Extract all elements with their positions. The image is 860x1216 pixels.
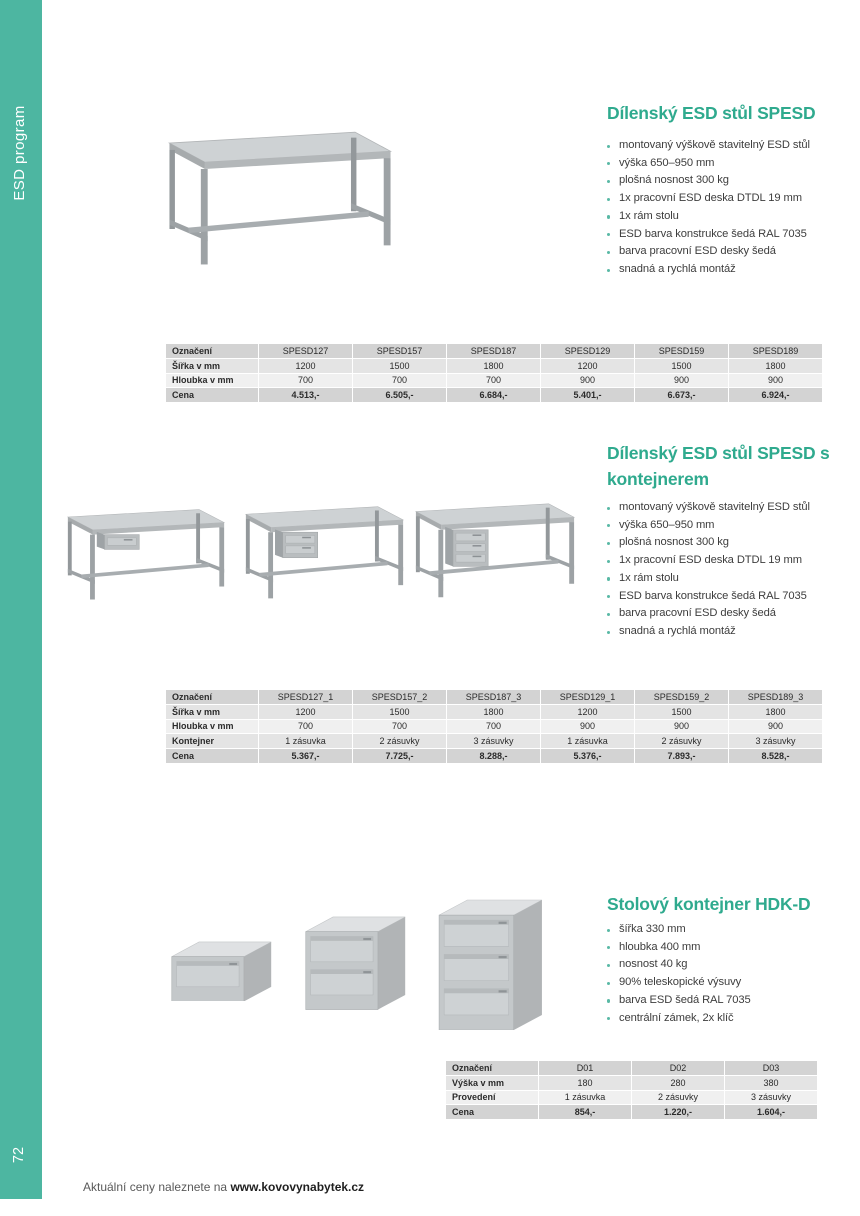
product-image-workbench — [164, 124, 396, 274]
section3-table — [445, 1060, 818, 1120]
footer — [83, 1180, 364, 1194]
bullet-item: ESD barva konstrukce šedá RAL 7035 — [605, 226, 835, 244]
table-cell: SPESD159_2 — [635, 690, 729, 705]
table-cell: SPESD159 — [635, 344, 729, 359]
bullet-item: 1x rám stolu — [605, 570, 835, 588]
table-cell: 7.893,- — [635, 749, 729, 764]
table-cell: SPESD127_1 — [259, 690, 353, 705]
table-cell: 2 zásuvky — [635, 734, 729, 749]
table-cell: 4.513,- — [259, 388, 353, 403]
table-cell: 700 — [353, 373, 447, 388]
table-row — [166, 388, 823, 403]
sidebar-program-label: ESD program — [11, 105, 28, 201]
table-cell: SPESD189 — [729, 344, 823, 359]
table-row — [446, 1105, 818, 1120]
table-cell: 1200 — [259, 704, 353, 719]
bullet-item: 90% teleskopické výsuvy — [605, 974, 835, 992]
table-cell: 900 — [635, 373, 729, 388]
table-row-label: Cena — [166, 388, 259, 403]
table-cell: 900 — [729, 373, 823, 388]
table-cell: 180 — [539, 1075, 632, 1090]
table-cell: 700 — [447, 373, 541, 388]
table-cell: 2 zásuvky — [353, 734, 447, 749]
table-cell: 900 — [541, 719, 635, 734]
table-row-label: Hloubka v mm — [166, 719, 259, 734]
table-cell: 1200 — [541, 358, 635, 373]
table-row-label: Šířka v mm — [166, 704, 259, 719]
footer-url[interactable]: www.kovovynabytek.cz — [230, 1180, 365, 1194]
table-cell: 6.684,- — [447, 388, 541, 403]
table-cell: 1.604,- — [725, 1105, 818, 1120]
table-cell: 1 zásuvka — [539, 1090, 632, 1105]
table-cell: 5.401,- — [541, 388, 635, 403]
table-row-label: Hloubka v mm — [166, 373, 259, 388]
table-cell: 5.376,- — [541, 749, 635, 764]
page-number: 72 — [11, 1146, 27, 1164]
bullet-item: nosnost 40 kg — [605, 956, 835, 974]
table-cell: 280 — [632, 1075, 725, 1090]
table-cell: SPESD187_3 — [447, 690, 541, 705]
product-image-desk-3-drawers — [412, 498, 578, 604]
table-cell: 900 — [541, 373, 635, 388]
table-row — [166, 358, 823, 373]
footer-text: Aktuální ceny naleznete na — [83, 1180, 231, 1194]
table-cell: 6.924,- — [729, 388, 823, 403]
table-row — [446, 1075, 818, 1090]
table-cell: 1500 — [353, 358, 447, 373]
table-row-label: Cena — [166, 749, 259, 764]
table-row-label: Provedení — [446, 1090, 539, 1105]
sidebar — [0, 0, 42, 1199]
table-cell: SPESD189_3 — [729, 690, 823, 705]
table-cell: SPESD129 — [541, 344, 635, 359]
table-row-label: Označení — [166, 690, 259, 705]
table-cell: D02 — [632, 1061, 725, 1076]
section3-bullet-list — [605, 921, 835, 1027]
table-cell: 1800 — [729, 704, 823, 719]
table-cell: 1 zásuvka — [541, 734, 635, 749]
bullet-item: barva pracovní ESD desky šedá — [605, 243, 835, 261]
table-row-label: Výška v mm — [446, 1075, 539, 1090]
table-cell: 3 zásuvky — [447, 734, 541, 749]
table-cell: 7.725,- — [353, 749, 447, 764]
bullet-item: barva pracovní ESD desky šedá — [605, 605, 835, 623]
table-cell: 1500 — [353, 704, 447, 719]
section2-table — [165, 689, 823, 764]
table-cell: 700 — [353, 719, 447, 734]
table-cell: 1 zásuvka — [259, 734, 353, 749]
table-row-label: Označení — [166, 344, 259, 359]
bullet-item: hloubka 400 mm — [605, 939, 835, 957]
table-row — [166, 344, 823, 359]
bullet-item: 1x rám stolu — [605, 208, 835, 226]
bullet-item: 1x pracovní ESD deska DTDL 19 mm — [605, 190, 835, 208]
bullet-item: montovaný výškově stavitelný ESD stůl — [605, 137, 835, 155]
table-cell: 380 — [725, 1075, 818, 1090]
table-cell: 2 zásuvky — [632, 1090, 725, 1105]
table-cell: SPESD157_2 — [353, 690, 447, 705]
table-row — [166, 719, 823, 734]
table-cell: 5.367,- — [259, 749, 353, 764]
table-row-label: Kontejner — [166, 734, 259, 749]
bullet-item: šířka 330 mm — [605, 921, 835, 939]
bullet-item: 1x pracovní ESD deska DTDL 19 mm — [605, 552, 835, 570]
product-image-container-3-drawers — [429, 899, 550, 1030]
bullet-item: centrální zámek, 2x klíč — [605, 1010, 835, 1028]
table-cell: 700 — [259, 373, 353, 388]
table-cell: 1800 — [729, 358, 823, 373]
table-cell: SPESD157 — [353, 344, 447, 359]
bullet-item: plošná nosnost 300 kg — [605, 534, 835, 552]
product-image-desk-1-drawer — [64, 504, 228, 606]
product-image-container-2-drawers — [296, 916, 413, 1010]
table-cell: 1.220,- — [632, 1105, 725, 1120]
table-cell: D03 — [725, 1061, 818, 1076]
table-cell: 3 zásuvky — [725, 1090, 818, 1105]
table-cell: 700 — [259, 719, 353, 734]
table-cell: 8.528,- — [729, 749, 823, 764]
product-image-desk-2-drawers — [242, 501, 407, 605]
section2-bullet-list — [605, 499, 835, 641]
table-row — [446, 1090, 818, 1105]
product-image-container-1-drawer — [162, 941, 279, 1001]
table-cell: SPESD187 — [447, 344, 541, 359]
table-cell: 1800 — [447, 704, 541, 719]
table-cell: 8.288,- — [447, 749, 541, 764]
table-row-label: Označení — [446, 1061, 539, 1076]
table-cell: 1500 — [635, 358, 729, 373]
bullet-item: výška 650–950 mm — [605, 155, 835, 173]
bullet-item: snadná a rychlá montáž — [605, 623, 835, 641]
table-cell: 1500 — [635, 704, 729, 719]
bullet-item: barva ESD šedá RAL 7035 — [605, 992, 835, 1010]
table-row — [166, 704, 823, 719]
table-cell: SPESD129_1 — [541, 690, 635, 705]
table-row — [166, 690, 823, 705]
section2-title: Dílenský ESD stůl SPESD s kontejnerem — [607, 443, 830, 489]
bullet-item: plošná nosnost 300 kg — [605, 172, 835, 190]
table-row — [166, 749, 823, 764]
table-cell: 1200 — [259, 358, 353, 373]
table-cell: 6.505,- — [353, 388, 447, 403]
section3-title: Stolový kontejner HDK-D — [607, 894, 811, 914]
table-cell: 6.673,- — [635, 388, 729, 403]
table-cell: 1800 — [447, 358, 541, 373]
bullet-item: výška 650–950 mm — [605, 517, 835, 535]
table-cell: D01 — [539, 1061, 632, 1076]
table-cell: SPESD127 — [259, 344, 353, 359]
table-row — [166, 373, 823, 388]
table-cell: 854,- — [539, 1105, 632, 1120]
table-cell: 1200 — [541, 704, 635, 719]
table-row-label: Cena — [446, 1105, 539, 1120]
section1-table — [165, 343, 823, 403]
section1-bullet-list — [605, 137, 835, 279]
bullet-item: ESD barva konstrukce šedá RAL 7035 — [605, 588, 835, 606]
bullet-item: montovaný výškově stavitelný ESD stůl — [605, 499, 835, 517]
section1-title: Dílenský ESD stůl SPESD — [607, 103, 816, 123]
table-cell: 3 zásuvky — [729, 734, 823, 749]
table-cell: 900 — [729, 719, 823, 734]
table-row-label: Šířka v mm — [166, 358, 259, 373]
table-cell: 900 — [635, 719, 729, 734]
bullet-item: snadná a rychlá montáž — [605, 261, 835, 279]
table-row — [166, 734, 823, 749]
table-cell: 700 — [447, 719, 541, 734]
table-row — [446, 1061, 818, 1076]
